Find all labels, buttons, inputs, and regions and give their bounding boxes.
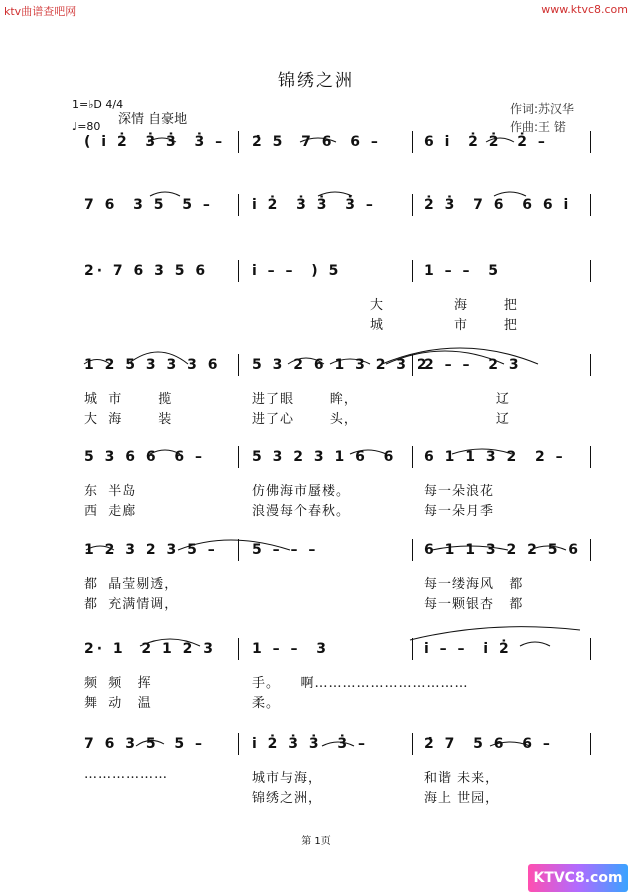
measure-notes: 2· 1 2 1 2 3	[84, 641, 217, 657]
measure-notes: 1 2 3 2 3 5 –	[84, 542, 218, 558]
slur	[150, 192, 180, 196]
measure-notes: 2̇ 3̇ 7 6 6 6 i̇	[424, 197, 572, 213]
slur	[84, 360, 110, 365]
lyric-verse-1: 海 把	[454, 298, 518, 313]
slur	[530, 546, 566, 550]
lyric-verse-2: 市 把	[454, 318, 518, 333]
lyric-verse-2: 浪漫每个春秋。	[252, 504, 351, 519]
measure-notes: 7 6 3 5 5 –	[84, 736, 205, 752]
lyric-verse-2: 进了心 头，	[252, 412, 358, 427]
slur	[86, 546, 114, 550]
lyric-verse-2: 辽	[424, 412, 510, 427]
lyricist-credit: 作词:苏汉华	[510, 102, 575, 116]
lyric-verse-2: 大 海 装	[84, 412, 173, 427]
slur	[150, 450, 180, 454]
slur	[300, 138, 336, 142]
lyric-verse-1: 辽	[424, 392, 510, 407]
measure-notes: 6 1 1 3 2 2 –	[424, 449, 566, 465]
lyric-verse-1: 东 半岛	[84, 484, 137, 499]
lyric-verse-2: 每一朵月季	[424, 504, 495, 519]
slur	[382, 348, 538, 364]
slur	[350, 450, 386, 454]
lyric-verse-2: 海上 世园，	[424, 791, 500, 806]
measure-notes: 5 3 6 6 6 –	[84, 449, 205, 465]
lyric-verse-1: 和谐 未来，	[424, 771, 500, 786]
tempo-mark: ♩=80	[72, 120, 101, 133]
measure-notes: 2· 7 6 3 5 6	[84, 263, 209, 279]
slur	[322, 742, 354, 746]
watermark-site-url: www.ktvc8.com	[541, 3, 628, 16]
measure-notes: 5 – – –	[252, 542, 319, 558]
lyric-verse-1: 仿佛海市蜃楼。	[252, 484, 351, 499]
measure-notes: 1 – – 5	[424, 263, 501, 279]
measure-notes: ( i̇ 2̇ 3̇ 3̇ 3̇ –	[84, 134, 226, 150]
lyric-verse-1: 手。 啊……………………………	[252, 676, 469, 691]
slur	[432, 546, 508, 550]
lyric-verse-1: 每一缕海风 都	[424, 577, 524, 592]
measure-notes: 6 1 1 3 2 2 5 6	[424, 542, 582, 558]
lyric-verse-1: 大	[370, 298, 385, 313]
measure-notes: 5 3 2 3 1 6 6	[252, 449, 397, 465]
slur	[136, 740, 164, 746]
slur	[128, 352, 188, 364]
lyric-verse-2: 锦绣之洲，	[252, 791, 323, 806]
slur	[330, 359, 370, 364]
measure-notes: 5 3 2 6 1 3 2 3 2	[252, 357, 430, 373]
slur	[178, 540, 290, 550]
song-title: 锦绣之洲	[278, 71, 354, 91]
lyric-verse-2: 西 走廊	[84, 504, 137, 519]
lyric-verse-1: 频 频 挥	[84, 676, 152, 691]
watermark-site-name: ktv曲谱查吧网	[4, 5, 77, 18]
slur	[288, 358, 324, 364]
slur	[410, 627, 580, 640]
slur	[486, 138, 514, 142]
lyric-verse-1: 城市与海，	[252, 771, 323, 786]
watermark-logo: KTVC8.com	[528, 864, 628, 892]
lyric-verse-1: 城 市 揽	[84, 392, 173, 407]
measure-notes: 2 – – 2 3	[424, 357, 522, 373]
measure-notes: 7 6 3 5 5 –	[84, 197, 213, 213]
key-signature: 1=♭D 4/4	[72, 98, 124, 111]
measure-notes: 6 i̇ 2̇ 2̇ 2̇ –	[424, 134, 548, 150]
slur	[520, 642, 550, 646]
measure-notes: 2̇ 5 7 6 6 –	[252, 134, 381, 150]
lyric-verse-2: 舞 动 温	[84, 696, 152, 711]
expression-mark: 深情 自豪地	[118, 112, 188, 127]
lyric-verse-1: 每一朵浪花	[424, 484, 495, 499]
lyric-verse-1: 都 晶莹剔透，	[84, 577, 179, 592]
measure-notes: 1 2 5 3 3 3 6	[84, 357, 221, 373]
lyric-verse-2: 都 充满情调，	[84, 597, 179, 612]
lyric-verse-2: 城	[370, 318, 385, 333]
measure-notes: i̇ 2̇ 3̇ 3̇ 3̇ –	[252, 197, 376, 213]
measure-notes: 2̇ 7 5 6 6 –	[424, 736, 553, 752]
lyric-verse-2: 柔。	[252, 696, 281, 711]
measure-notes: 1 – – 3	[252, 641, 329, 657]
slur	[490, 742, 530, 746]
measure-notes: i̇ – – ) 5	[252, 263, 342, 279]
slur	[148, 138, 176, 142]
slur	[452, 449, 512, 454]
slur	[318, 192, 352, 196]
lyric-verse-2: 每一颗银杏 都	[424, 597, 524, 612]
lyric-verse-1: ………………	[84, 767, 168, 782]
composer-credit: 作曲:王 锘	[510, 120, 566, 134]
page-number: 第 1页	[301, 836, 331, 847]
measure-notes: i̇ – – i̇ 2̇	[424, 641, 512, 657]
lyric-verse-1: 进了眼 眸，	[252, 392, 358, 407]
slur	[494, 192, 526, 196]
slur	[386, 351, 504, 364]
measure-notes: i̇ 2̇ 3̇ 3̇ 3̇ –	[252, 736, 369, 752]
slur	[140, 639, 200, 646]
